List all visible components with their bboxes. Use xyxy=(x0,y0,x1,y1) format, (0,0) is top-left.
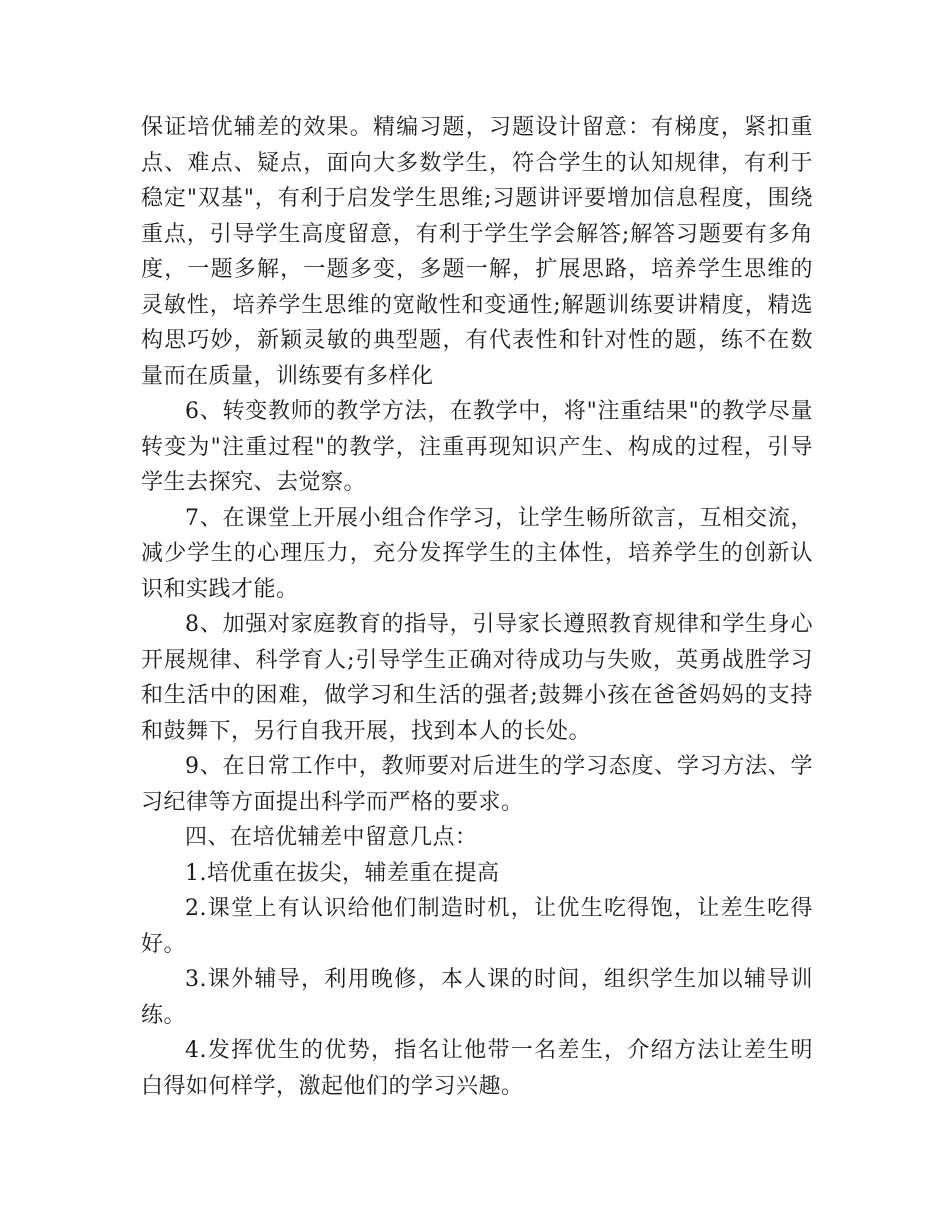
paragraph-item-6: 6、转变教师的教学方法，在教学中，将"注重结果"的教学尽量转变为"注重过程"的教学，注重再现知识产生、构成的过程，引导学生去探究、去觉察。 xyxy=(141,399,813,495)
section-heading-4: 四、在培优辅差中留意几点： xyxy=(185,825,478,850)
document-body xyxy=(141,110,813,1104)
paragraph-item-9: 9、在日常工作中，教师要对后进生的学习态度、学习方法、学习纪律等方面提出科学而严格的要求。 xyxy=(141,754,813,815)
list-item-1: 1.培优重在拔尖，辅差重在提高 xyxy=(185,860,500,886)
list-item-4: 4.发挥优生的优势，指名让他带一名差生，介绍方法让差生明白得如何样学，激起他们的学习兴趣。 xyxy=(141,1038,813,1099)
paragraph-item-8: 8、加强对家庭教育的指导，引导家长遵照教育规律和学生身心开展规律、科学育人;引导学生正确对待成功与失败，英勇战胜学习和生活中的困难，做学习和生活的强者;鼓舞小孩在爸爸妈妈的支持和鼓舞下，另行自我开展，找到本人的长处。 xyxy=(141,612,813,744)
list-item-3: 3.课外辅导，利用晚修，本人课的时间，组织学生加以辅导训练。 xyxy=(141,967,813,1028)
paragraph-item-7: 7、在课堂上开展小组合作学习，让学生畅所欲言，互相交流，减少学生的心理压力，充分发挥学生的主体性，培养学生的创新认识和实践才能。 xyxy=(141,505,813,602)
list-item-2: 2.课堂上有认识给他们制造时机，让优生吃得饱，让差生吃得好。 xyxy=(141,896,813,957)
paragraph-intro: 保证培优辅差的效果。精编习题，习题设计留意：有梯度，紧扣重点、难点、疑点，面向大多数学生，符合学生的认知规律，有利于稳定"双基"，有利于启发学生思维;习题讲评要增加信息程度，围绕重点，引导学生高度留意，有利于学生学会解答;解答习题要有多角度，一题多解，一题多变，多题一解，扩展思路，培养学生思维的灵敏性，培养学生思维的宽敞性和变通性;解题训练要讲精度，精选构思巧妙，新颖灵敏的典型题，有代表性和针对性的题，练不在数量而在质量，训练要有多样化 xyxy=(141,115,813,389)
